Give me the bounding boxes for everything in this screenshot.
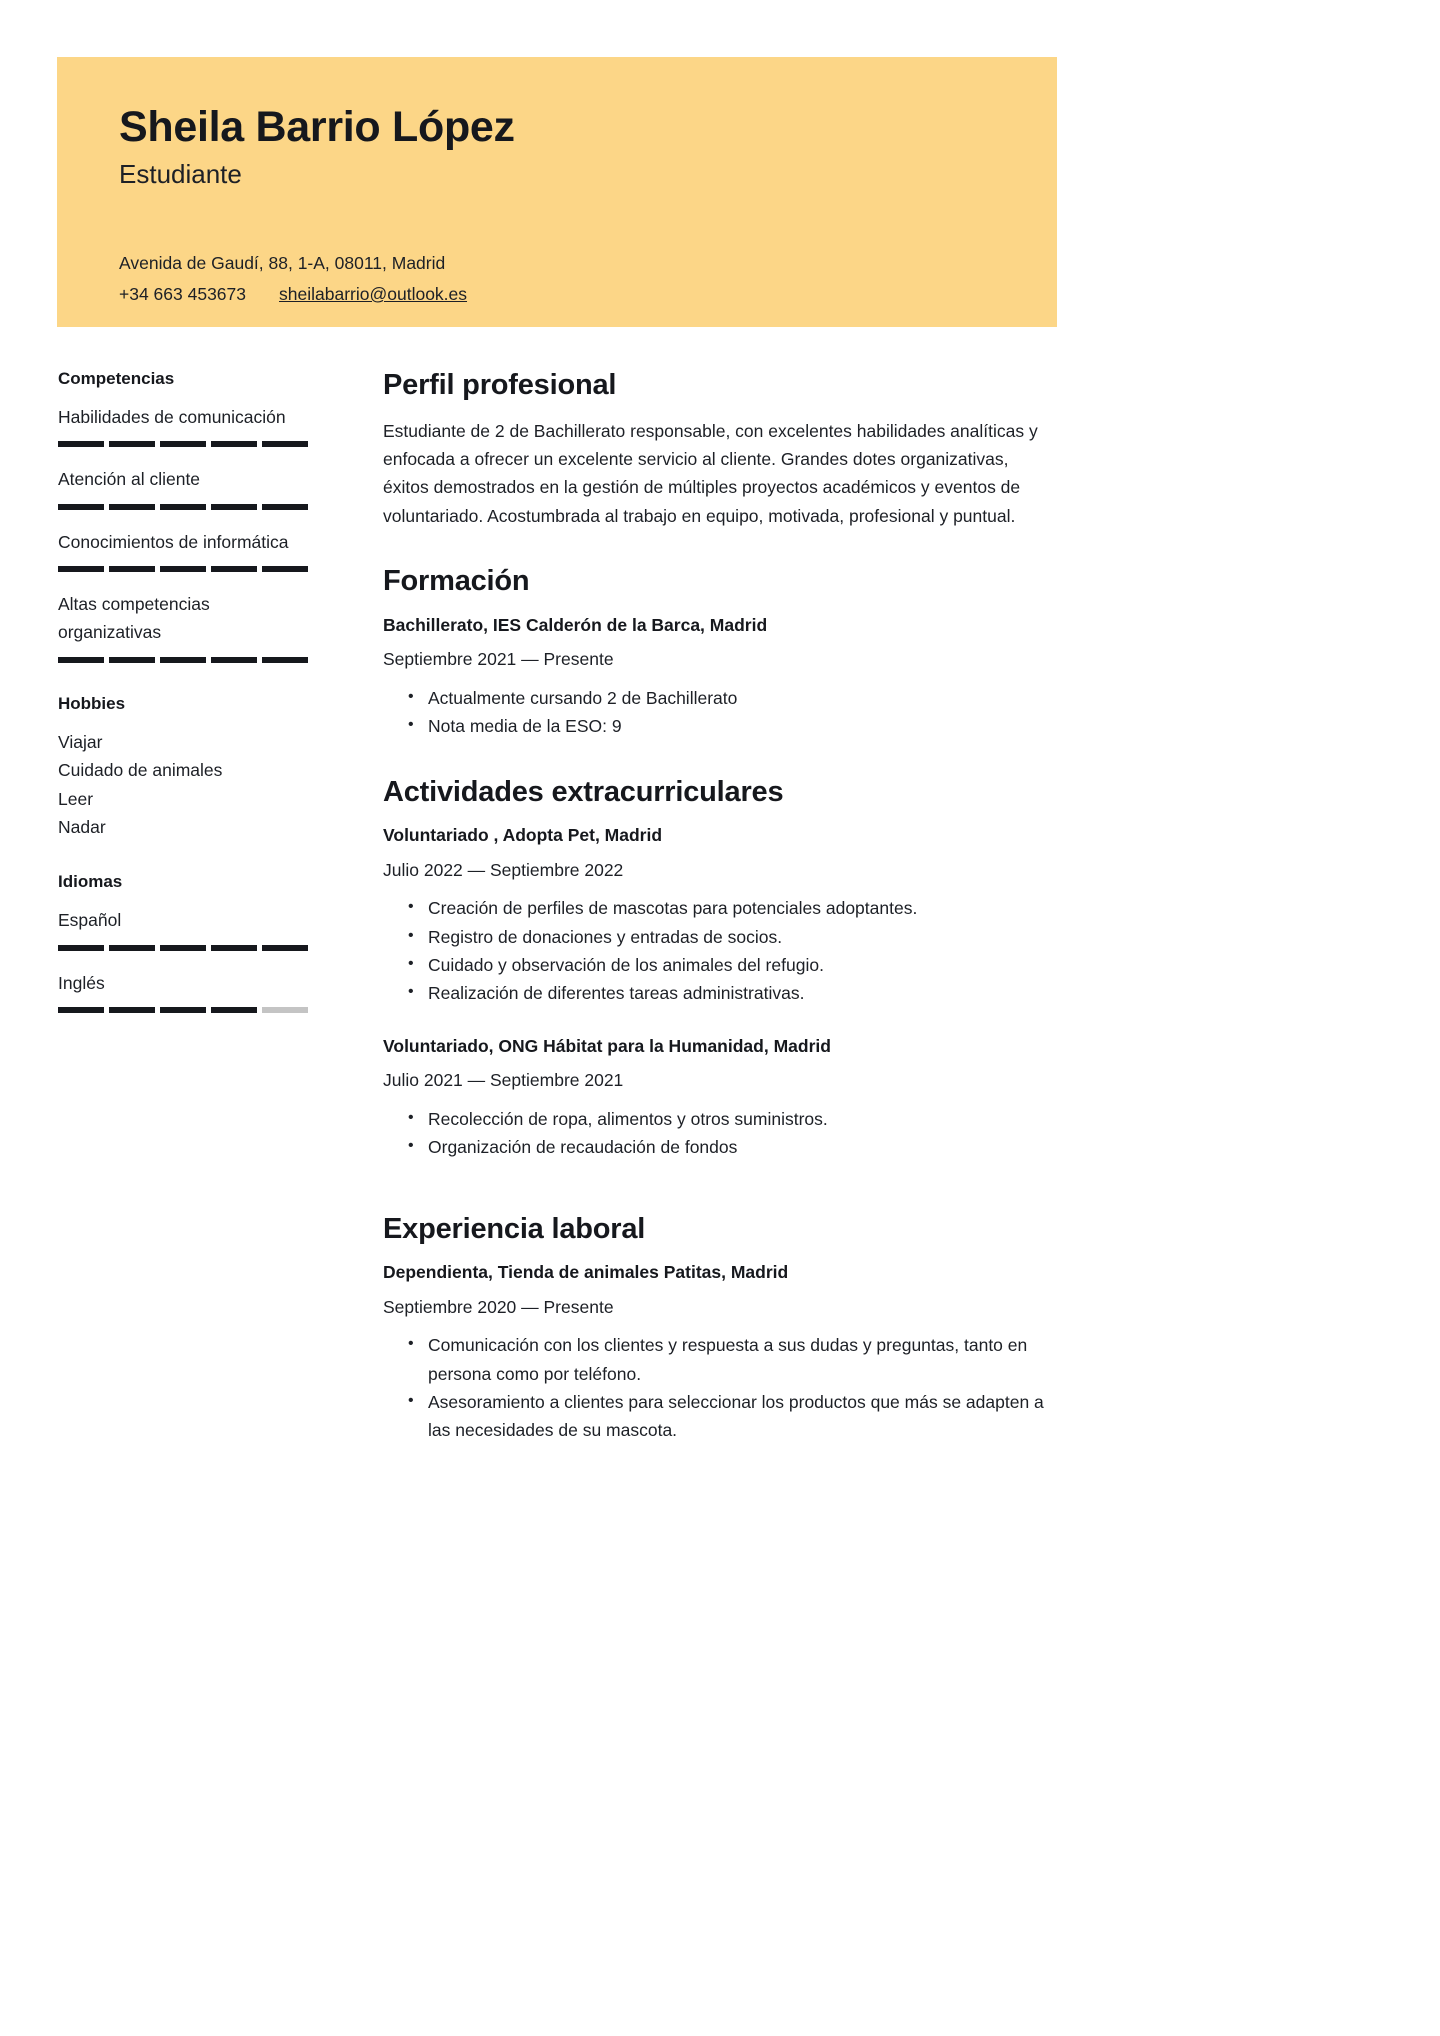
- contact-details: [119, 248, 1057, 309]
- skill-rating: [58, 441, 308, 447]
- bullet-item: • Organización de recaudación de fondos: [428, 1133, 1058, 1161]
- profile-text: Estudiante de 2 de Bachillerato responsable, con excelentes habilidades analíticas y enfocada a ofrecer un excelente servicio al cliente. Grandes dotes organizativas, éxitos demostrados en la gestión de múltiples proyectos académicos y eventos de voluntariado. Acostumbrada al trabajo en equipo, motivada, profesional y puntual.: [383, 420, 1038, 526]
- contact-phone: +34 663 453673: [119, 283, 247, 304]
- contact-address: Avenida de Gaudí, 88, 1-A, 08011, Madrid: [119, 253, 446, 274]
- language-rating: [58, 945, 308, 951]
- rating-segment: [160, 504, 206, 510]
- bullet-item: • Nota media de la ESO: 9: [428, 712, 1058, 740]
- rating-segment: [109, 945, 155, 951]
- bullet-item: • Asesoramiento a clientes para seleccionar los productos que más se adapten a las necesidades de su mascota.: [428, 1388, 1058, 1445]
- skill-rating: [58, 657, 308, 663]
- rating-segment: [160, 566, 206, 572]
- entry-date: Julio 2022 — Septiembre 2022: [383, 859, 624, 880]
- education-entry: [383, 613, 1058, 741]
- cv-header-banner: [57, 57, 1057, 327]
- rating-segment: [160, 657, 206, 663]
- languages-heading: Idiomas: [58, 872, 123, 892]
- extracurricular-entry: [383, 823, 1058, 1007]
- rating-segment: [262, 504, 308, 510]
- skill-label: Atención al cliente: [58, 469, 201, 490]
- extracurricular-entry: [383, 1034, 1058, 1162]
- skill-label: Habilidades de comunicación: [58, 407, 286, 428]
- rating-segment: [109, 504, 155, 510]
- rating-segment-empty: [262, 1007, 308, 1013]
- skill-rating: [58, 504, 308, 510]
- rating-segment: [262, 657, 308, 663]
- skill-label: Conocimientos de informática: [58, 531, 289, 552]
- entry-bullets: [383, 684, 1058, 741]
- skill-item: [58, 465, 308, 509]
- candidate-name: Sheila Barrio López: [119, 103, 515, 151]
- bullet-item: • Actualmente cursando 2 de Bachillerato: [428, 684, 1058, 712]
- rating-segment: [58, 1007, 104, 1013]
- list-item: Cuidado de animales: [58, 760, 223, 781]
- language-rating: [58, 1007, 308, 1013]
- rating-segment: [211, 441, 257, 447]
- language-label: Español: [58, 910, 122, 931]
- rating-segment: [109, 441, 155, 447]
- bullet-item: • Cuidado y observación de los animales del refugio.: [428, 951, 1058, 979]
- rating-segment: [109, 1007, 155, 1013]
- rating-segment: [109, 657, 155, 663]
- rating-segment: [262, 945, 308, 951]
- rating-segment: [109, 566, 155, 572]
- entry-bullets: [383, 1331, 1058, 1444]
- section-title-extracurricular: Actividades extracurriculares: [383, 775, 784, 808]
- list-item: Leer: [58, 788, 94, 809]
- entry-bullets: [383, 894, 1058, 1007]
- language-item: [58, 906, 308, 950]
- experience-entry: [383, 1260, 1058, 1444]
- rating-segment: [160, 441, 206, 447]
- skill-item: [58, 528, 308, 572]
- section-title-experience: Experiencia laboral: [383, 1212, 646, 1245]
- hobbies-section: [58, 693, 308, 841]
- hobbies-list: [58, 728, 308, 841]
- experience-section: [383, 1212, 1058, 1445]
- rating-segment: [58, 657, 104, 663]
- skill-rating: [58, 566, 308, 572]
- skills-heading: Competencias: [58, 369, 175, 388]
- languages-section: [58, 871, 308, 1013]
- rating-segment: [262, 566, 308, 572]
- section-title-profile: Perfil profesional: [383, 369, 617, 401]
- rating-segment: [211, 945, 257, 951]
- rating-segment: [160, 945, 206, 951]
- rating-segment: [58, 504, 104, 510]
- entry-title: Voluntariado , Adopta Pet, Madrid: [383, 825, 663, 846]
- bullet-item: • Comunicación con los clientes y respuesta a sus dudas y preguntas, tanto en persona como por teléfono.: [428, 1331, 1058, 1388]
- bullet-item: • Registro de donaciones y entradas de socios.: [428, 923, 1058, 951]
- language-label: Inglés: [58, 972, 105, 993]
- entry-date: Julio 2021 — Septiembre 2021: [383, 1070, 624, 1091]
- entry-date: Septiembre 2020 — Presente: [383, 1296, 614, 1317]
- list-item: Viajar: [58, 731, 103, 752]
- skill-item: [58, 403, 308, 447]
- skill-item: [58, 590, 308, 663]
- entry-title: Bachillerato, IES Calderón de la Barca, Madrid: [383, 614, 768, 635]
- rating-segment: [160, 1007, 206, 1013]
- entry-title: Dependienta, Tienda de animales Patitas, Madrid: [383, 1262, 789, 1283]
- rating-segment: [211, 1007, 257, 1013]
- skill-label: Altas competencias organizativas: [58, 594, 210, 643]
- extracurricular-section: [383, 775, 1058, 1162]
- entry-date: Septiembre 2021 — Presente: [383, 649, 614, 670]
- entry-bullets: [383, 1105, 1058, 1162]
- language-item: [58, 969, 308, 1013]
- education-section: [383, 564, 1058, 740]
- bullet-item: • Recolección de ropa, alimentos y otros suministros.: [428, 1105, 1058, 1133]
- rating-segment: [211, 657, 257, 663]
- rating-segment: [211, 566, 257, 572]
- cv-sidebar: [58, 368, 308, 1043]
- contact-email-link[interactable]: sheilabarrio@outlook.es: [279, 283, 468, 304]
- bullet-item: • Realización de diferentes tareas administrativas.: [428, 979, 1058, 1007]
- profile-section: [383, 368, 1058, 530]
- rating-segment: [58, 945, 104, 951]
- candidate-job-title: Estudiante: [119, 159, 242, 190]
- rating-segment: [58, 566, 104, 572]
- skills-section: [58, 368, 308, 663]
- bullet-item: • Creación de perfiles de mascotas para potenciales adoptantes.: [428, 894, 1058, 922]
- rating-segment: [211, 504, 257, 510]
- list-item: Nadar: [58, 816, 106, 837]
- cv-main-column: [383, 368, 1058, 1479]
- section-title-education: Formación: [383, 565, 530, 598]
- rating-segment: [58, 441, 104, 447]
- hobbies-heading: Hobbies: [58, 693, 126, 713]
- rating-segment: [262, 441, 308, 447]
- entry-title: Voluntariado, ONG Hábitat para la Humanidad, Madrid: [383, 1035, 831, 1056]
- contact-phone-email-row: [119, 279, 1057, 310]
